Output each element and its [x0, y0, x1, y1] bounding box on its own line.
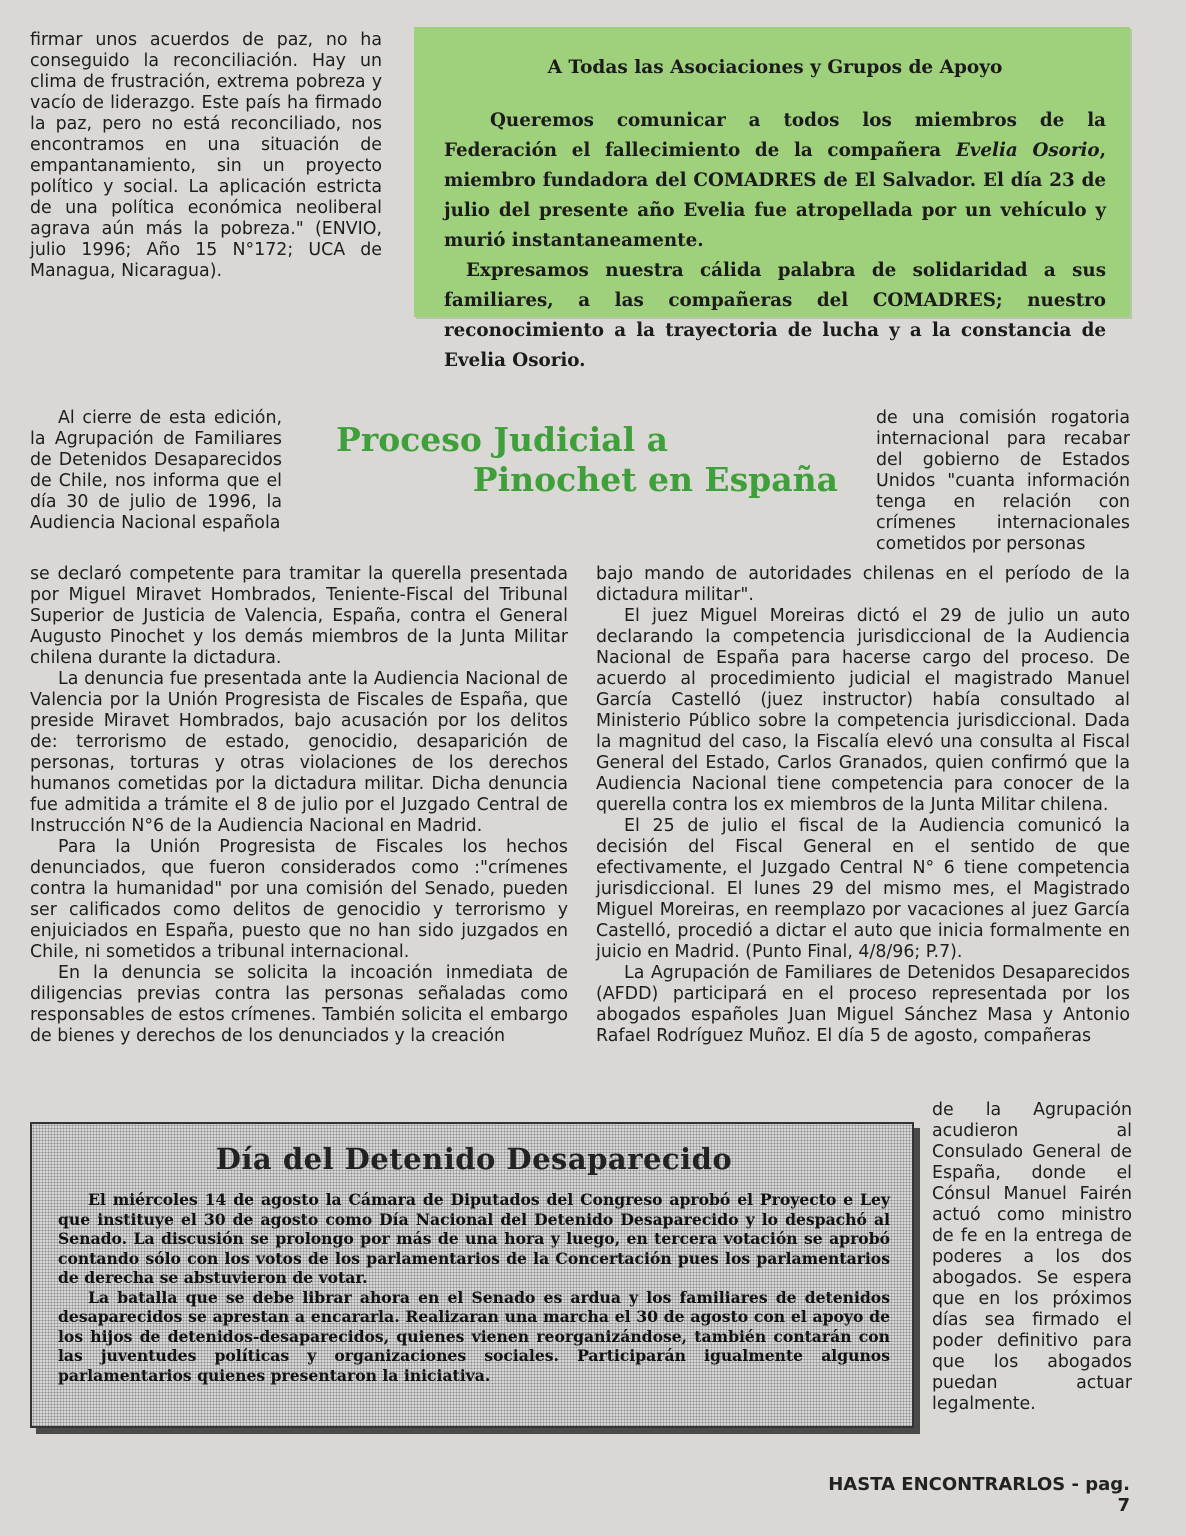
article-right-column	[596, 564, 1130, 1047]
intro-paragraph: firmar unos acuerdos de paz, no ha conseguido la reconciliación. Hay un clima de frustración, extrema pobreza y vacío de liderazgo. Este país ha firmado la paz, pero no está reconciliado, nos encontramos en una situación de empantanamiento, sin un proyecto político y social. La aplicación estricta de una política económica neoliberal agrava aún más la pobreza." (ENVIO, julio 1996; Año 15 N°172; UCA de Managua, Nicaragua).	[30, 30, 382, 281]
article-left-paragraph-4: En la denuncia se solicita la incoación inmediata de diligencias previas contra las personas señaladas como responsables de estos crímenes. También solicita el embargo de bienes y derechos de los denunciados y la creación	[30, 963, 568, 1046]
article-right-paragraph-3: La Agrupación de Familiares de Detenidos Desaparecidos (AFDD) participará en el proceso representada por los abogados españoles Juan Miguel Sánchez Masa y Antonio Rafael Rodríguez Muñoz. El día 5 de agosto, compañeras	[596, 963, 1130, 1046]
article-right-paragraph-0: bajo mando de autoridades chilenas en el período de la dictadura militar".	[596, 564, 1130, 605]
notice-paragraph-2: Expresamos nuestra cálida palabra de solidaridad a sus familiares, a las compañeras del COMADRES; nuestro reconocimiento a la trayectoria de lucha y a la constancia de Evelia Osorio.	[444, 260, 1106, 371]
notice-p1-before: Queremos comunicar a todos los miembros de la Federación el fallecimiento de la compañera	[444, 110, 1106, 161]
article-title	[328, 420, 840, 500]
memorial-box	[30, 1122, 914, 1428]
memorial-title: Día del Detenido Desaparecido	[215, 1142, 733, 1176]
article-title-line-1: Proceso Judicial a	[336, 420, 669, 459]
article-right-paragraph-2: El 25 de julio el fiscal de la Audiencia comunicó la decisión del Fiscal General en el sentido de que efectivamente, el Juzgado Central N° 6 tiene competencia jurisdiccional. El lunes 29 del mismo mes, el Magistrado Miguel Moreiras, en reemplazo por vacaciones al juez García Castelló, procedió a dictar el auto que inicia formalmente en juicio en Madrid. (Punto Final, 4/8/96; P.7).	[596, 816, 1130, 962]
article-left-column	[30, 564, 568, 1047]
notice-name: Evelia Osorio	[955, 140, 1100, 161]
article-title-line-2: Pinochet en España	[472, 460, 838, 499]
memorial-paragraph-1: El miércoles 14 de agosto la Cámara de Diputados del Congreso aprobó el Proyecto e Ley que instituye el 30 de agosto como Día Nacional del Detenido Desaparecido y lo despachó al Senado. La discusión se prolongo por más de una hora y luego, en tercera votación se aprobó contando sólo con los votos de los parlamentarios de la Concertación pues los parlamentarios de derecha se abstuvieron de votar.	[58, 1190, 890, 1287]
article-left-top-paragraph: Al cierre de esta edición, la Agrupación de Familiares de Detenidos Desaparecidos de Chile, nos informa que el día 30 de julio de 1996, la Audiencia Nacional española	[30, 408, 282, 533]
notice-p1-after: , miembro fundadora del COMADRES de El Salvador. El día 23 de julio del presente año Evelia fue atropellada por un vehículo y murió instantaneamente.	[444, 140, 1106, 251]
notice-box	[414, 27, 1130, 371]
article-right-top	[876, 408, 1130, 555]
notice-paragraph-1	[444, 106, 1106, 256]
article-right-narrow-paragraph: de la Agrupación acudieron al Consulado General de España, donde el Cónsul Manuel Fairén actuó como ministro de fe en la entrega de poderes a los dos abogados. Se espera que en los próximos días sea firmado el poder definitivo para que los abogados puedan actuar legalmente.	[932, 1100, 1132, 1414]
article-left-paragraph-3: Para la Unión Progresista de Fiscales los hechos denunciados, que fueron considerados como :"crímenes contra la humanidad" por una comisión del Senado, pueden ser calificados como delitos de genocidio y terrorismo y enjuiciados en España, puesto que no han sido juzgados en Chile, ni sometidos a tribunal internacional.	[30, 837, 568, 962]
notice-title: A Todas las Asociaciones y Grupos de Apoyo	[547, 57, 1003, 78]
memorial-paragraph-2: La batalla que se debe librar ahora en el Senado es ardua y los familiares de detenidos desaparecidos se aprestan a encararla. Realizaran una marcha el 30 de agosto con el apoyo de los hijos de detenidos-desaparecidos, quienes vienen reorganizándose, también contarán con las juventudes políticas y organizaciones sociales. Participarán igualmente algunos parlamentarios quienes presentaron la iniciativa.	[58, 1287, 890, 1385]
article-right-narrow-column	[932, 1100, 1132, 1415]
article-right-top-paragraph: de una comisión rogatoria internacional para recabar del gobierno de Estados Unidos "cuanta información tenga en relación con crímenes internacionales cometidos por personas	[876, 408, 1130, 554]
article-left-paragraph-2: La denuncia fue presentada ante la Audiencia Nacional de Valencia por la Unión Progresista de Fiscales de España, que preside Miravet Hombrados, bajo acusación por los delitos de: terrorismo de estado, genocidio, desaparición de personas, torturas y otras violaciones de los derechos humanos cometidas por la dictadura militar. Dicha denuncia fue admitida a trámite el 8 de julio por el Juzgado Central de Instrucción N°6 de la Audiencia Nacional en Madrid.	[30, 669, 568, 836]
page-footer: HASTA ENCONTRARLOS - pag. 7	[828, 1474, 1130, 1516]
article-left-top	[30, 408, 282, 534]
article-left-paragraph-1: se declaró competente para tramitar la querella presentada por Miguel Miravet Hombrados, Teniente-Fiscal del Tribunal Superior de Justicia de Valencia, España, contra el General Augusto Pinochet y los demás miembros de la Junta Militar chilena durante la dictadura.	[30, 564, 568, 668]
article-right-paragraph-1: El juez Miguel Moreiras dictó el 29 de julio un auto declarando la competencia jurisdiccional de la Audiencia Nacional de España para hacerse cargo del proceso. De acuerdo al procedimiento judicial el magistrado Manuel García Castelló (juez instructor) había consultado al Ministerio Público sobre la competencia jurisdiccional. Dada la magnitud del caso, la Fiscalía elevó una consulta al Fiscal General del Estado, Carlos Granados, quien confirmó que la Audiencia Nacional tiene competencia para conocer de la querella contra los ex miembros de la Junta Militar chilena.	[596, 606, 1130, 815]
